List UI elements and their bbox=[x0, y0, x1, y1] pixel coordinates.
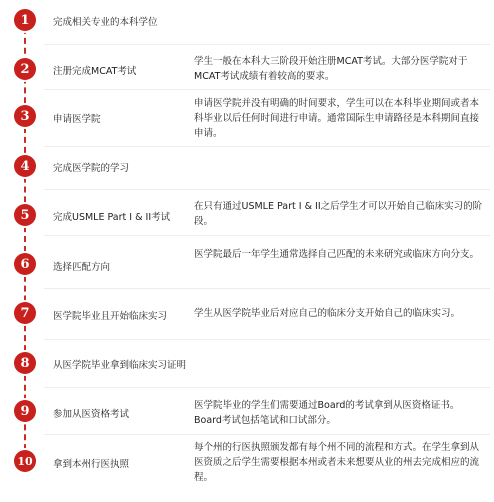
step-title: 拿到本州行医执照 bbox=[53, 459, 130, 470]
step-description: 申请医学院并没有明确的时间要求，学生可以在本科毕业期间或者本科毕业以后任何时间进行申请。通常国际生申请路径是本科期间直接申请。 bbox=[194, 98, 480, 139]
step-number-badge: 5 bbox=[14, 204, 36, 226]
step-title: 申请医学院 bbox=[53, 114, 101, 125]
step-title: 从医学院毕业拿到临床实习证明 bbox=[53, 360, 187, 371]
step-number-badge: 2 bbox=[14, 58, 36, 80]
step-number-badge: 6 bbox=[14, 253, 36, 275]
step-number-badge: 10 bbox=[14, 450, 36, 472]
divider bbox=[44, 89, 490, 90]
divider bbox=[44, 146, 490, 147]
divider bbox=[44, 288, 490, 289]
step-title: 医学院毕业且开始临床实习 bbox=[53, 311, 168, 322]
step-number-badge: 1 bbox=[14, 9, 36, 31]
divider bbox=[44, 339, 490, 340]
step-number-badge: 9 bbox=[14, 400, 36, 422]
step-title: 完成医学院的学习 bbox=[53, 163, 130, 174]
divider bbox=[44, 44, 490, 45]
step-title: 完成相关专业的本科学位 bbox=[53, 17, 158, 28]
step-number-badge: 3 bbox=[14, 105, 36, 127]
step-title: 选择匹配方向 bbox=[53, 262, 111, 273]
step-title: 参加从医资格考试 bbox=[53, 409, 130, 420]
divider bbox=[44, 434, 490, 435]
step-number-badge: 7 bbox=[14, 302, 36, 324]
step-description: 学生从医学院毕业后对应自己的临床分支开始自己的临床实习。 bbox=[194, 308, 461, 319]
divider bbox=[44, 189, 490, 190]
step-title: 完成USMLE Part I & II考试 bbox=[53, 212, 171, 223]
step-description: 在只有通过USMLE Part I & II之后学生才可以开始自己临床实习的阶段。 bbox=[194, 201, 483, 227]
step-description: 医学院最后一年学生通常选择自己匹配的未来研究或临床方向分支。 bbox=[194, 249, 480, 260]
step-number-badge: 4 bbox=[14, 155, 36, 177]
step-description: 每个州的行医执照颁发都有每个州不同的流程和方式。在学生拿到从医资质之后学生需要根据本州或者未来想要从业的州去完成相应的流程。 bbox=[194, 442, 480, 483]
divider bbox=[44, 387, 490, 388]
step-description: 医学院毕业的学生们需要通过Board的考试拿到从医资格证书。Board考试包括笔试和口试部分。 bbox=[194, 400, 460, 426]
step-number-badge: 8 bbox=[14, 352, 36, 374]
divider bbox=[44, 235, 490, 236]
step-description: 学生一般在本科大三阶段开始注册MCAT考试。大部分医学院对于MCAT考试成绩有着较高的要求。 bbox=[194, 56, 468, 82]
step-title: 注册完成MCAT考试 bbox=[53, 66, 137, 77]
